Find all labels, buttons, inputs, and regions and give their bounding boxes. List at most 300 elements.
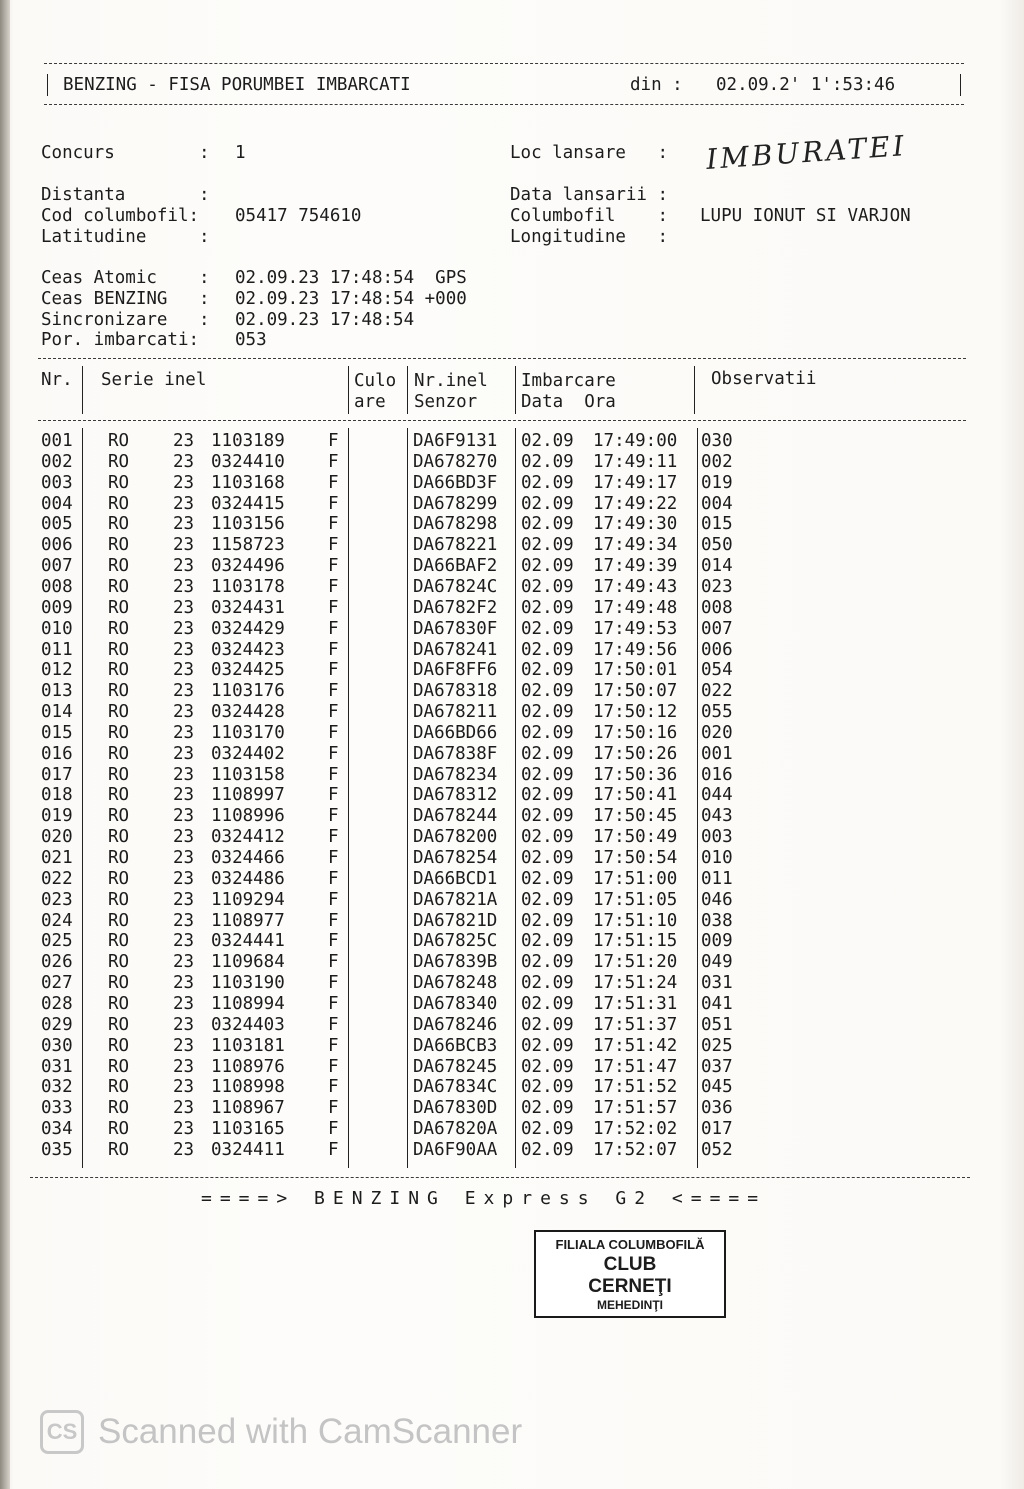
cell-inel: 1108996 <box>211 806 285 827</box>
cell-tara: RO <box>108 848 130 868</box>
cell-inel: 1108977 <box>211 910 285 931</box>
cell-an: 23 <box>173 827 195 848</box>
cell-tara: RO <box>108 451 130 472</box>
stamp-line-2: CLUB <box>603 1254 657 1275</box>
cell-an: 23 <box>173 743 195 764</box>
cell-senzor: DA678254 <box>413 848 498 868</box>
cell-an: 23 <box>173 514 195 535</box>
table-row <box>0 702 1024 723</box>
cell-senzor: DA678234 <box>413 764 498 785</box>
cell-obs: 031 <box>701 973 733 994</box>
cell-senzor: DA66BD66 <box>413 722 498 743</box>
table-row <box>0 806 1024 827</box>
table-row <box>0 431 1024 452</box>
cell-data: 02.09 <box>521 660 574 681</box>
cell-an: 23 <box>173 993 195 1014</box>
cell-ora: 17:49:11 <box>593 451 678 472</box>
cell-ora: 17:49:30 <box>593 514 678 535</box>
col-sep-header-2 <box>348 366 349 414</box>
cell-tara: RO <box>108 868 130 889</box>
col-header-observatii: Observatii <box>711 369 817 389</box>
cell-an: 23 <box>173 1077 195 1098</box>
cell-sex: F <box>328 827 339 848</box>
cell-nr: 022 <box>41 868 73 889</box>
cell-obs: 008 <box>701 597 733 618</box>
cell-sex: F <box>328 764 339 785</box>
cell-nr: 026 <box>41 952 73 973</box>
cell-ora: 17:51:57 <box>593 1098 678 1119</box>
cell-nr: 025 <box>41 931 73 952</box>
cell-inel: 1108997 <box>211 785 285 806</box>
ceas-atomic-value: 02.09.23 17:48:54 GPS <box>235 268 467 288</box>
cell-senzor: DA67838F <box>413 743 498 764</box>
cell-data: 02.09 <box>521 514 574 535</box>
cell-senzor: DA678299 <box>413 493 498 514</box>
cell-nr: 023 <box>41 889 73 910</box>
cell-inel: 0324402 <box>211 743 285 764</box>
cell-sex: F <box>328 743 339 764</box>
cell-tara: RO <box>108 973 130 994</box>
cell-nr: 028 <box>41 993 73 1014</box>
cell-nr: 015 <box>41 722 73 743</box>
cell-an: 23 <box>173 722 195 743</box>
col-header-serie-inel: Serie inel <box>101 370 207 390</box>
cell-obs: 003 <box>701 827 733 848</box>
cell-sex: F <box>328 931 339 952</box>
cell-data: 02.09 <box>521 576 574 597</box>
cell-senzor: DA6F9131 <box>413 431 498 451</box>
cell-sex: F <box>328 576 339 597</box>
cell-ora: 17:50:41 <box>593 785 678 806</box>
cell-inel: 1108976 <box>211 1056 285 1077</box>
porumbei-imbarcati-value: 053 <box>235 330 267 350</box>
cell-tara: RO <box>108 931 130 952</box>
cell-inel: 1103181 <box>211 1035 285 1056</box>
table-row <box>0 723 1024 744</box>
table-row <box>0 973 1024 994</box>
camscanner-text: Scanned with CamScanner <box>98 1412 523 1451</box>
cell-nr: 019 <box>41 806 73 827</box>
cell-nr: 035 <box>41 1139 73 1160</box>
cell-an: 23 <box>173 1056 195 1077</box>
cell-nr: 006 <box>41 535 73 556</box>
cell-senzor: DA67830D <box>413 1098 498 1119</box>
cell-data: 02.09 <box>521 993 574 1014</box>
cell-inel: 0324441 <box>211 931 285 952</box>
cod-columbofil-label: Cod columbofil: <box>41 206 200 226</box>
cell-ora: 17:50:26 <box>593 743 678 764</box>
cell-senzor: DA678241 <box>413 639 498 660</box>
cell-ora: 17:51:47 <box>593 1056 678 1077</box>
cell-nr: 002 <box>41 451 73 472</box>
cell-obs: 016 <box>701 764 733 785</box>
cell-data: 02.09 <box>521 973 574 994</box>
cell-obs: 015 <box>701 514 733 535</box>
cell-obs: 044 <box>701 785 733 806</box>
cell-sex: F <box>328 431 339 451</box>
cell-senzor: DA678340 <box>413 993 498 1014</box>
cell-data: 02.09 <box>521 1139 574 1160</box>
cell-nr: 011 <box>41 639 73 660</box>
cell-inel: 0324425 <box>211 660 285 681</box>
cell-obs: 014 <box>701 556 733 577</box>
cell-ora: 17:51:00 <box>593 868 678 889</box>
porumbei-imbarcati-label: Por. imbarcati: <box>41 330 200 350</box>
cell-ora: 17:51:37 <box>593 1014 678 1035</box>
cell-obs: 038 <box>701 910 733 931</box>
cell-senzor: DA66BD3F <box>413 472 498 493</box>
cell-ora: 17:49:17 <box>593 472 678 493</box>
table-row <box>0 890 1024 911</box>
cell-senzor: DA67825C <box>413 931 498 952</box>
cell-nr: 027 <box>41 973 73 994</box>
table-row <box>0 681 1024 702</box>
table-row <box>0 1015 1024 1036</box>
table-top-rule <box>38 358 966 359</box>
table-row <box>0 848 1024 869</box>
latitudine-label: Latitudine : <box>41 227 210 247</box>
cell-ora: 17:52:07 <box>593 1139 678 1160</box>
cell-sex: F <box>328 973 339 994</box>
table-row <box>0 660 1024 681</box>
cell-senzor: DA678246 <box>413 1014 498 1035</box>
cell-ora: 17:50:16 <box>593 722 678 743</box>
camscanner-logo-icon: CS <box>40 1410 84 1454</box>
cell-sex: F <box>328 472 339 493</box>
table-row <box>0 1119 1024 1140</box>
cell-ora: 17:50:49 <box>593 827 678 848</box>
cell-data: 02.09 <box>521 702 574 723</box>
header-bottom-rule <box>44 104 964 105</box>
cell-data: 02.09 <box>521 868 574 889</box>
cell-obs: 055 <box>701 702 733 723</box>
cell-data: 02.09 <box>521 910 574 931</box>
cell-nr: 010 <box>41 618 73 639</box>
cell-nr: 013 <box>41 681 73 702</box>
cell-ora: 17:52:02 <box>593 1119 678 1140</box>
cell-obs: 010 <box>701 848 733 868</box>
cell-data: 02.09 <box>521 743 574 764</box>
cell-nr: 008 <box>41 576 73 597</box>
cell-senzor: DA66BCD1 <box>413 868 498 889</box>
longitudine-label: Longitudine : <box>510 227 669 247</box>
table-row <box>0 994 1024 1015</box>
cell-sex: F <box>328 806 339 827</box>
cell-data: 02.09 <box>521 1056 574 1077</box>
cell-tara: RO <box>108 1077 130 1098</box>
cell-ora: 17:51:31 <box>593 993 678 1014</box>
cell-sex: F <box>328 1098 339 1119</box>
cell-nr: 001 <box>41 431 73 451</box>
cell-an: 23 <box>173 1014 195 1035</box>
cell-inel: 1108967 <box>211 1098 285 1119</box>
col-header-nr-inel-1: Nr.inel <box>414 371 488 391</box>
cell-nr: 033 <box>41 1098 73 1119</box>
cell-inel: 1103176 <box>211 681 285 702</box>
cell-data: 02.09 <box>521 1035 574 1056</box>
table-row <box>0 1140 1024 1161</box>
cell-an: 23 <box>173 1119 195 1140</box>
cell-data: 02.09 <box>521 931 574 952</box>
cell-inel: 1103190 <box>211 973 285 994</box>
cell-sex: F <box>328 535 339 556</box>
cell-obs: 041 <box>701 993 733 1014</box>
cell-inel: 0324496 <box>211 556 285 577</box>
cell-inel: 1108998 <box>211 1077 285 1098</box>
cell-ora: 17:51:05 <box>593 889 678 910</box>
cell-sex: F <box>328 1014 339 1035</box>
cell-ora: 17:49:22 <box>593 493 678 514</box>
cell-obs: 006 <box>701 639 733 660</box>
cell-an: 23 <box>173 597 195 618</box>
cell-an: 23 <box>173 785 195 806</box>
cell-an: 23 <box>173 660 195 681</box>
col-sep-header-5 <box>694 366 695 414</box>
print-datetime: 02.09.2' 1':53:46 <box>716 75 896 95</box>
cell-an: 23 <box>173 1139 195 1160</box>
cell-tara: RO <box>108 597 130 618</box>
table-row <box>0 765 1024 786</box>
col-header-culoare-1: Culo <box>354 371 397 391</box>
cell-senzor: DA67820A <box>413 1119 498 1140</box>
cell-obs: 007 <box>701 618 733 639</box>
col-sep-header-1 <box>82 366 83 414</box>
table-row <box>0 598 1024 619</box>
col-header-nr: Nr. <box>41 370 73 390</box>
col-sep-header-4 <box>515 366 516 414</box>
cell-tara: RO <box>108 660 130 681</box>
cell-an: 23 <box>173 868 195 889</box>
cell-an: 23 <box>173 764 195 785</box>
cell-an: 23 <box>173 806 195 827</box>
cell-tara: RO <box>108 431 130 451</box>
cell-inel: 1103156 <box>211 514 285 535</box>
cell-ora: 17:49:00 <box>593 431 678 451</box>
table-row <box>0 494 1024 515</box>
cell-data: 02.09 <box>521 1098 574 1119</box>
cell-sex: F <box>328 639 339 660</box>
cell-an: 23 <box>173 576 195 597</box>
cell-an: 23 <box>173 472 195 493</box>
cell-senzor: DA678244 <box>413 806 498 827</box>
cell-sex: F <box>328 952 339 973</box>
table-row <box>0 619 1024 640</box>
cell-sex: F <box>328 514 339 535</box>
cell-an: 23 <box>173 889 195 910</box>
table-row <box>0 1057 1024 1078</box>
header-top-rule <box>44 63 964 64</box>
cell-data: 02.09 <box>521 451 574 472</box>
cell-ora: 17:50:36 <box>593 764 678 785</box>
cell-obs: 043 <box>701 806 733 827</box>
footer-banner: ====> BENZING Express G2 <==== <box>201 1188 767 1209</box>
cell-tara: RO <box>108 993 130 1014</box>
cell-an: 23 <box>173 910 195 931</box>
cell-inel: 0324415 <box>211 493 285 514</box>
cell-obs: 045 <box>701 1077 733 1098</box>
cell-tara: RO <box>108 1098 130 1119</box>
table-row <box>0 473 1024 494</box>
ceas-atomic-label: Ceas Atomic : <box>41 268 210 288</box>
cell-obs: 037 <box>701 1056 733 1077</box>
cell-ora: 17:50:01 <box>593 660 678 681</box>
cell-tara: RO <box>108 1056 130 1077</box>
table-row <box>0 911 1024 932</box>
cell-ora: 17:51:24 <box>593 973 678 994</box>
cell-nr: 024 <box>41 910 73 931</box>
cell-senzor: DA67821D <box>413 910 498 931</box>
cell-sex: F <box>328 702 339 723</box>
cell-tara: RO <box>108 556 130 577</box>
cell-nr: 020 <box>41 827 73 848</box>
cell-an: 23 <box>173 1035 195 1056</box>
data-lansarii-label: Data lansarii : <box>510 185 669 205</box>
cell-obs: 051 <box>701 1014 733 1035</box>
table-row <box>0 1077 1024 1098</box>
table-row <box>0 535 1024 556</box>
cell-sex: F <box>328 1035 339 1056</box>
cell-sex: F <box>328 451 339 472</box>
cell-sex: F <box>328 993 339 1014</box>
cell-tara: RO <box>108 1119 130 1140</box>
cell-inel: 1103165 <box>211 1119 285 1140</box>
col-header-imbarcare-2: Data Ora <box>521 392 616 412</box>
cell-data: 02.09 <box>521 535 574 556</box>
cell-ora: 17:49:48 <box>593 597 678 618</box>
cell-inel: 1103189 <box>211 431 285 451</box>
cell-obs: 011 <box>701 868 733 889</box>
cell-tara: RO <box>108 1014 130 1035</box>
cell-tara: RO <box>108 639 130 660</box>
col-header-nr-inel-2: Senzor <box>414 392 478 412</box>
cell-ora: 17:49:56 <box>593 639 678 660</box>
cod-columbofil-value: 05417 754610 <box>235 206 362 226</box>
cell-an: 23 <box>173 639 195 660</box>
cell-data: 02.09 <box>521 472 574 493</box>
cell-an: 23 <box>173 952 195 973</box>
cell-ora: 17:50:07 <box>593 681 678 702</box>
cell-tara: RO <box>108 1139 130 1160</box>
cell-data: 02.09 <box>521 639 574 660</box>
cell-sex: F <box>328 618 339 639</box>
col-header-culoare-2: are <box>354 392 386 412</box>
cell-obs: 054 <box>701 660 733 681</box>
cell-senzor: DA67839B <box>413 952 498 973</box>
table-row <box>0 452 1024 473</box>
cell-ora: 17:51:15 <box>593 931 678 952</box>
cell-an: 23 <box>173 681 195 702</box>
cell-an: 23 <box>173 431 195 451</box>
cell-sex: F <box>328 493 339 514</box>
cell-inel: 1109294 <box>211 889 285 910</box>
table-row <box>0 556 1024 577</box>
cell-nr: 016 <box>41 743 73 764</box>
table-row <box>0 1036 1024 1057</box>
cell-an: 23 <box>173 556 195 577</box>
cell-obs: 020 <box>701 722 733 743</box>
cell-data: 02.09 <box>521 848 574 868</box>
cell-inel: 0324431 <box>211 597 285 618</box>
cell-data: 02.09 <box>521 431 574 451</box>
cell-nr: 014 <box>41 702 73 723</box>
cell-tara: RO <box>108 910 130 931</box>
table-row <box>0 640 1024 661</box>
cell-an: 23 <box>173 451 195 472</box>
cell-inel: 1103158 <box>211 764 285 785</box>
table-bottom-rule <box>30 1177 970 1178</box>
cell-an: 23 <box>173 973 195 994</box>
cell-an: 23 <box>173 931 195 952</box>
cell-senzor: DA678248 <box>413 973 498 994</box>
club-stamp <box>534 1230 726 1318</box>
cell-sex: F <box>328 1077 339 1098</box>
cell-data: 02.09 <box>521 618 574 639</box>
cell-inel: 1103168 <box>211 472 285 493</box>
cell-tara: RO <box>108 806 130 827</box>
table-row <box>0 577 1024 598</box>
cell-ora: 17:51:20 <box>593 952 678 973</box>
cell-sex: F <box>328 556 339 577</box>
cell-nr: 005 <box>41 514 73 535</box>
cell-nr: 004 <box>41 493 73 514</box>
cell-obs: 052 <box>701 1139 733 1160</box>
cell-sex: F <box>328 681 339 702</box>
cell-inel: 1108994 <box>211 993 285 1014</box>
loc-lansare-label: Loc lansare : <box>510 143 669 163</box>
cell-obs: 025 <box>701 1035 733 1056</box>
cell-obs: 030 <box>701 431 733 451</box>
cell-inel: 0324428 <box>211 702 285 723</box>
cell-nr: 018 <box>41 785 73 806</box>
cell-inel: 0324403 <box>211 1014 285 1035</box>
cell-sex: F <box>328 889 339 910</box>
cell-nr: 012 <box>41 660 73 681</box>
cell-data: 02.09 <box>521 597 574 618</box>
table-row <box>0 952 1024 973</box>
cell-inel: 1103178 <box>211 576 285 597</box>
cell-tara: RO <box>108 827 130 848</box>
cell-inel: 1158723 <box>211 535 285 556</box>
cell-senzor: DA678298 <box>413 514 498 535</box>
cell-an: 23 <box>173 493 195 514</box>
header-right-bar <box>960 74 961 96</box>
cell-ora: 17:50:54 <box>593 848 678 868</box>
header-left-bar <box>47 74 48 96</box>
cell-obs: 036 <box>701 1098 733 1119</box>
cell-data: 02.09 <box>521 806 574 827</box>
cell-an: 23 <box>173 535 195 556</box>
cell-senzor: DA678318 <box>413 681 498 702</box>
cell-senzor: DA66BCB3 <box>413 1035 498 1056</box>
cell-sex: F <box>328 868 339 889</box>
table-row <box>0 827 1024 848</box>
cell-data: 02.09 <box>521 764 574 785</box>
cell-tara: RO <box>108 535 130 556</box>
cell-inel: 0324423 <box>211 639 285 660</box>
cell-senzor: DA678221 <box>413 535 498 556</box>
cell-sex: F <box>328 1139 339 1160</box>
cell-nr: 032 <box>41 1077 73 1098</box>
cell-data: 02.09 <box>521 952 574 973</box>
cell-obs: 002 <box>701 451 733 472</box>
cell-nr: 030 <box>41 1035 73 1056</box>
cell-obs: 049 <box>701 952 733 973</box>
cell-tara: RO <box>108 702 130 723</box>
cell-ora: 17:49:39 <box>593 556 678 577</box>
col-sep-header-3 <box>407 366 408 414</box>
cell-inel: 1109684 <box>211 952 285 973</box>
concurs-value: 1 <box>235 143 246 163</box>
